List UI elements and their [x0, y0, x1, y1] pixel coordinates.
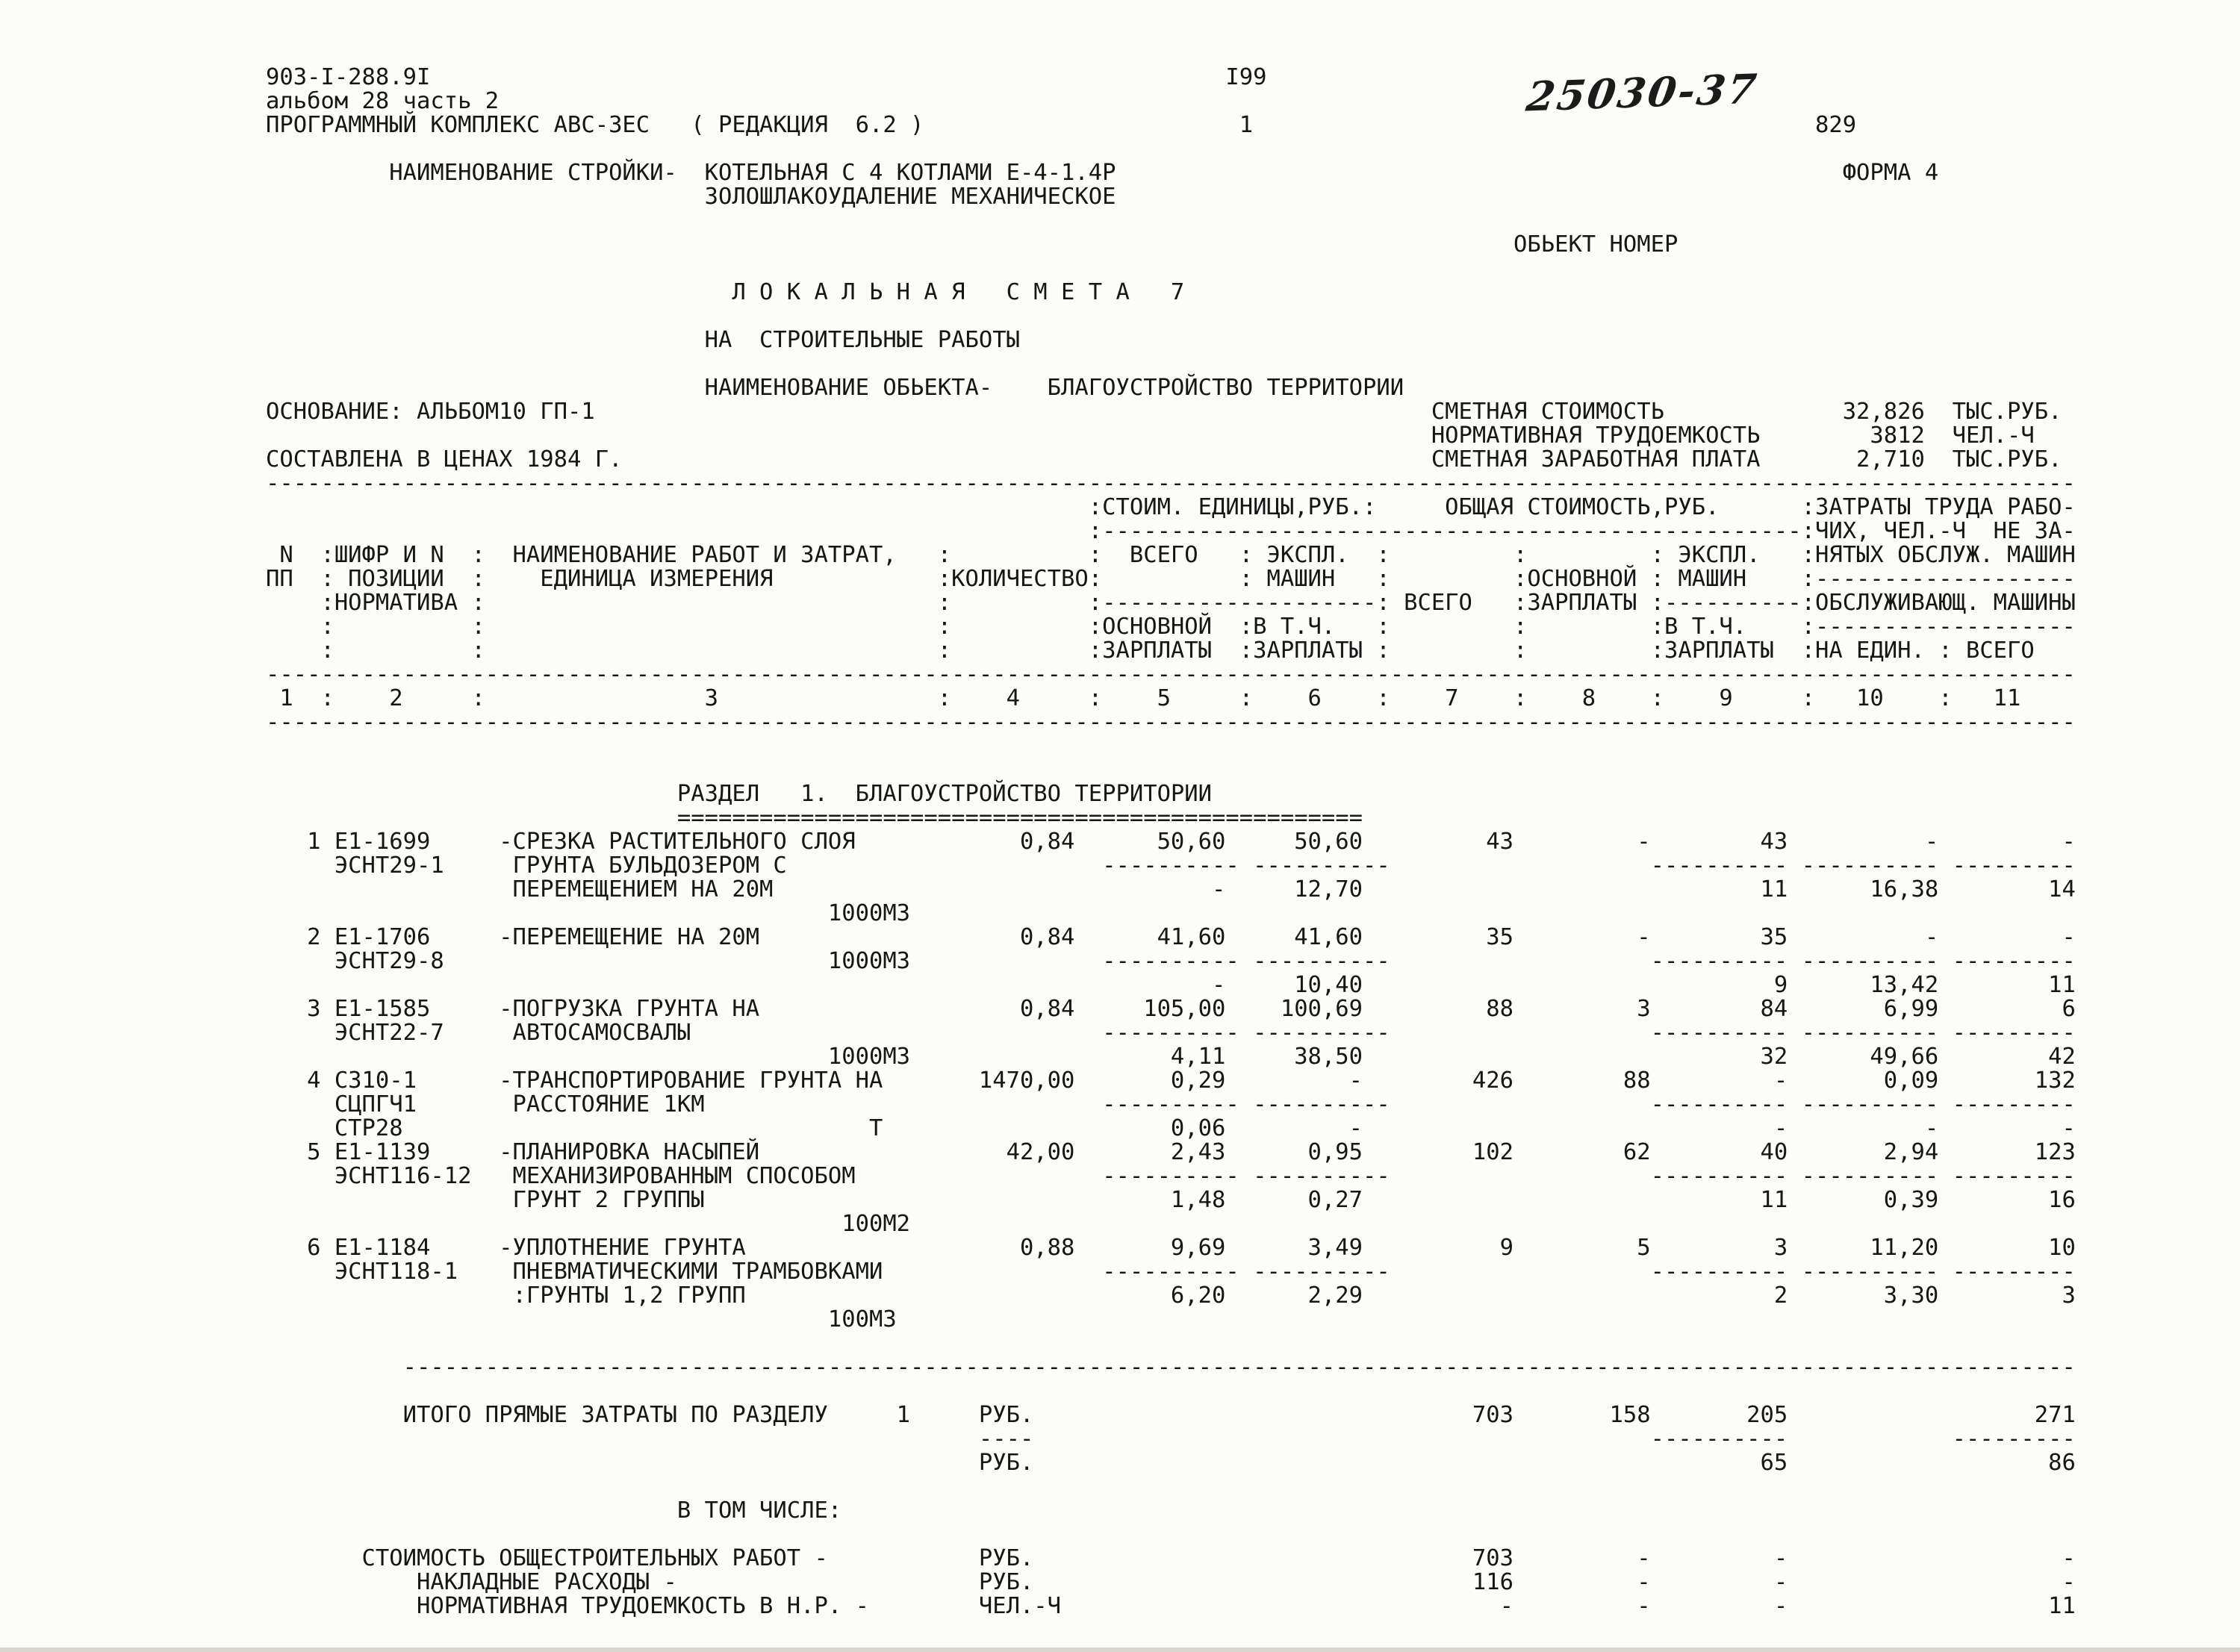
blank-line: [266, 1475, 2076, 1499]
blank-line: [266, 1332, 2076, 1356]
item-5-line-3: ГРУНТ 2 ГРУППЫ 1,48 0,27 11 0,39 16: [266, 1187, 2076, 1213]
item-5-line-4: 100М2: [266, 1211, 911, 1237]
item-3-line-2: ЭСНТ22-7 АВТОСАМОСВАЛЫ ---------- ---------- ---------- ---------- ---------: [266, 1020, 2076, 1046]
table-header-1: :СТОИМ. ЕДИНИЦЫ,РУБ.: ОБЩАЯ СТОИМОСТЬ,РУБ. :ЗАТРАТЫ ТРУДА РАБО-: [266, 494, 2076, 520]
section-title: РАЗДЕЛ 1. БЛАГОУСТРОЙСТВО ТЕРРИТОРИИ: [266, 781, 1213, 807]
estimate-title: Л О К А Л Ь Н А Я С М Е Т А 7: [266, 279, 1185, 305]
item-2-line-3: - 10,40 9 13,42 11: [266, 972, 2076, 998]
project-name-line-2: ЗОЛОШЛАКОУДАЛЕНИЕ МЕХАНИЧЕСКОЕ: [266, 184, 1116, 210]
estimate-document: [266, 66, 2076, 1618]
table-header-4: ПП : ПОЗИЦИИ : ЕДИНИЦА ИЗМЕРЕНИЯ :КОЛИЧЕСТВО: : МАШИН : :ОСНОВНОЙ : МАШИН :-------------------: [266, 566, 2076, 592]
blank-line: [266, 1380, 2076, 1403]
item-1-line-2: ЭСНТ29-1 ГРУНТА БУЛЬДОЗЕРОМ С ---------- ---------- ---------- ---------- ---------: [266, 853, 2076, 879]
item-6-line-2: ЭСНТ118-1 ПНЕВМАТИЧЕСКИМИ ТРАМБОВКАМИ ---------- ---------- ---------- ---------- ---------: [266, 1259, 2076, 1285]
totals-line-3: РУБ. 65 86: [266, 1450, 2076, 1476]
handwritten-number: 25030-37: [1523, 64, 1761, 121]
blank-line: [266, 735, 2076, 758]
object-name-line: НАИМЕНОВАНИЕ ОБЬЕКТА- БЛАГОУСТРОЙСТВО ТЕРРИТОРИИ: [266, 375, 1404, 401]
estimate-subtitle: НА СТРОИТЕЛЬНЫЕ РАБОТЫ: [266, 327, 1020, 353]
blank-line: [266, 1523, 2076, 1547]
including-label: В ТОМ ЧИСЛЕ:: [266, 1497, 842, 1524]
labor-line: НОРМАТИВНАЯ ТРУДОЕМКОСТЬ 3812 ЧЕЛ.-Ч: [266, 423, 2035, 449]
rule: ------------------------------------------------------------------------------------------------------------------------------------: [266, 470, 2076, 496]
item-6-line-1: 6 Е1-1184 -УПЛОТНЕНИЕ ГРУНТА 0,88 9,69 3,49 9 5 3 11,20 10: [266, 1235, 2076, 1261]
blank-line: [266, 209, 2076, 233]
item-1-line-3: ПЕРЕМЕЩЕНИЕМ НА 20М - 12,70 11 16,38 14: [266, 876, 2076, 903]
table-header-5: :НОРМАТИВА : : :--------------------: ВСЕГО :ЗАРПЛАТЫ :----------:ОБСЛУЖИВАЮЩ. МАШИНЫ: [266, 590, 2076, 616]
table-header-6: : : : :ОСНОВНОЙ :В Т.Ч. : : :В Т.Ч. :-------------------: [266, 614, 2076, 640]
item-2-line-2: ЭСНТ29-8 1000М3 ---------- ---------- ---------- ---------- ---------: [266, 948, 2076, 974]
totals-rule: --------------------------------------------------------------------------------------------------------------------------: [266, 1354, 2076, 1380]
totals-line-2: ---- ---------- ---------: [266, 1426, 2076, 1452]
section-underline: ==================================================: [266, 805, 1363, 831]
project-name-line-1: НАИМЕНОВАНИЕ СТРОЙКИ- КОТЕЛЬНАЯ С 4 КОТЛАМИ Е-4-1.4Р ФОРМА 4: [266, 160, 1939, 186]
item-1-line-1: 1 Е1-1699 -СРЕЗКА РАСТИТЕЛЬНОГО СЛОЯ 0,84 50,60 50,60 43 - 43 - -: [266, 829, 2076, 855]
software-line: ПРОГРАММНЫЙ КОМПЛЕКС АВС-3ЕС ( РЕДАКЦИЯ 6.2 ) 1 829: [266, 112, 1857, 138]
table-header-7: : : : :ЗАРПЛАТЫ :ЗАРПЛАТЫ : : :ЗАРПЛАТЫ :НА ЕДИН. : ВСЕГО: [266, 638, 2035, 664]
item-5-line-2: ЭСНТ116-12 МЕХАНИЗИРОВАННЫМ СПОСОБОМ ---------- ---------- ---------- ---------- ---------: [266, 1163, 2076, 1189]
rule: ------------------------------------------------------------------------------------------------------------------------------------: [266, 709, 2076, 735]
item-3-line-3: 1000М3 4,11 38,50 32 49,66 42: [266, 1044, 2076, 1070]
album-line: альбом 28 часть 2: [266, 88, 500, 114]
blank-line: [266, 758, 2076, 782]
scan-edge: [0, 1648, 2240, 1652]
item-4-line-1: 4 С310-1 -ТРАНСПОРТИРОВАНИЕ ГРУНТА НА 1470,00 0,29 - 426 88 - 0,09 132: [266, 1067, 2076, 1094]
including-line-2: НАКЛАДНЫЕ РАСХОДЫ - РУБ. 116 - - -: [266, 1569, 2076, 1595]
item-6-line-4: 100М3: [266, 1306, 897, 1332]
including-line-3: НОРМАТИВНАЯ ТРУДОЕМКОСТЬ В Н.Р. - ЧЕЛ.-Ч - - - 11: [266, 1593, 2076, 1619]
column-numbers: 1 : 2 : 3 : 4 : 5 : 6 : 7 : 8 : 9 : 10 : 11: [266, 685, 2021, 711]
table-header-2: :---------------------------------------------------:ЧИХ, ЧЕЛ.-Ч НЕ ЗА-: [266, 518, 2076, 544]
prices-wages-line: СОСТАВЛЕНА В ЦЕНАХ 1984 Г. СМЕТНАЯ ЗАРАБОТНАЯ ПЛАТА 2,710 ТЫС.РУБ.: [266, 446, 2062, 473]
item-4-line-2: СЦПГЧ1 РАССТОЯНИЕ 1КМ ---------- ---------- ---------- ---------- ---------: [266, 1091, 2076, 1118]
totals-line-1: ИТОГО ПРЯМЫЕ ЗАТРАТЫ ПО РАЗДЕЛУ 1 РУБ. 703 158 205 271: [266, 1402, 2076, 1428]
item-2-line-1: 2 Е1-1706 -ПЕРЕМЕЩЕНИЕ НА 20М 0,84 41,60 41,60 35 - 35 - -: [266, 924, 2076, 950]
blank-line: [266, 137, 2076, 161]
blank-line: [266, 352, 2076, 376]
basis-and-cost-line: ОСНОВАНИЕ: АЛЬБОМ10 ГП-1 СМЕТНАЯ СТОИМОСТЬ 32,826 ТЫС.РУБ.: [266, 399, 2062, 425]
item-6-line-3: :ГРУНТЫ 1,2 ГРУПП 6,20 2,29 2 3,30 3: [266, 1282, 2076, 1309]
object-number-label: ОБЬЕКТ НОМЕР: [266, 231, 1679, 258]
table-header-3: N :ШИФР И N : НАИМЕНОВАНИЕ РАБОТ И ЗАТРАТ, : : ВСЕГО : ЭКСПЛ. : : : ЭКСПЛ. :НЯТЫХ ОБСЛУЖ. МАШИН: [266, 542, 2076, 568]
blank-line: [266, 305, 2076, 328]
item-4-line-3: СТР28 Т 0,06 - - - -: [266, 1115, 2076, 1141]
including-line-1: СТОИМОСТЬ ОБЩЕСТРОИТЕЛЬНЫХ РАБОТ - РУБ. 703 - - -: [266, 1545, 2076, 1571]
blank-line: [266, 257, 2076, 281]
item-5-line-1: 5 Е1-1139 -ПЛАНИРОВКА НАСЫПЕЙ 42,00 2,43 0,95 102 62 40 2,94 123: [266, 1139, 2076, 1165]
item-3-line-1: 3 Е1-1585 -ПОГРУЗКА ГРУНТА НА 0,84 105,00 100,69 88 3 84 6,99 6: [266, 996, 2076, 1022]
rule: ------------------------------------------------------------------------------------------------------------------------------------: [266, 661, 2076, 688]
item-1-line-4: 1000М3: [266, 900, 911, 926]
doc-code-line: 903-I-288.9I I99: [266, 64, 1267, 90]
